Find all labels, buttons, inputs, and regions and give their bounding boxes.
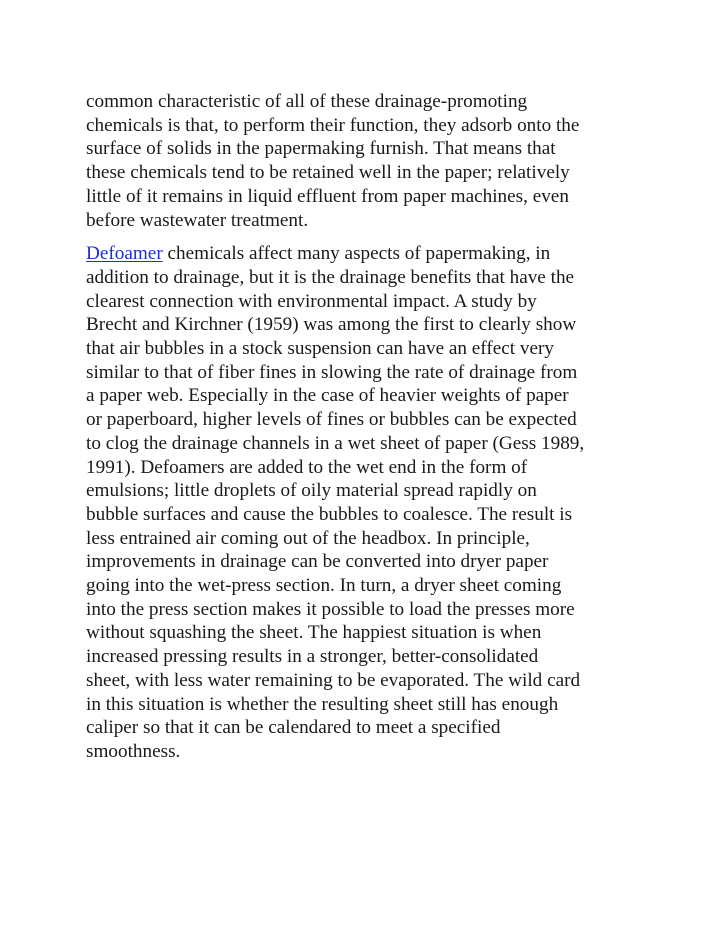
- text-line: improvements in drainage can be converted into dryer paper: [86, 551, 549, 573]
- text-line: sheet, with less water remaining to be evaporated. The wild card: [86, 669, 581, 691]
- text-line: [86, 242, 646, 266]
- text-line: less entrained air coming out of the headbox. In principle,: [86, 527, 530, 549]
- text-line: these chemicals tend to be retained well in the paper; relatively: [86, 162, 570, 184]
- text-line: common characteristic of all of these drainage-promoting: [86, 91, 528, 112]
- text-line: 1991). Defoamers are added to the wet end in the form of: [86, 456, 528, 478]
- text-line: into the press section makes it possible to load the presses more: [86, 598, 575, 620]
- text-line: or paperboard, higher levels of fines or bubbles can be expected: [86, 409, 577, 431]
- text-line: without squashing the sheet. The happiest situation is when: [86, 622, 542, 644]
- defoamer-link[interactable]: Defoamer: [86, 243, 163, 265]
- text-line: chemicals is that, to perform their function, they adsorb onto the: [86, 114, 580, 136]
- text-line: bubble surfaces and cause the bubbles to coalesce. The result is: [86, 503, 573, 525]
- document-page: [86, 90, 646, 764]
- text-fragment: chemicals affect many aspects of papermaking, in: [162, 243, 551, 265]
- text-line: surface of solids in the papermaking furnish. That means that: [86, 138, 556, 160]
- text-line: that air bubbles in a stock suspension can have an effect very: [86, 338, 554, 360]
- text-line: a paper web. Especially in the case of heavier weights of paper: [86, 385, 569, 407]
- text-line: in this situation is whether the resulting sheet still has enough: [86, 693, 559, 715]
- text-line: to clog the drainage channels in a wet sheet of paper (Gess 1989,: [86, 432, 585, 454]
- paragraph-defoamer: [86, 242, 646, 763]
- text-line: Brecht and Kirchner (1959) was among the first to clearly show: [86, 314, 577, 336]
- text-line: increased pressing results in a stronger, better-consolidated: [86, 646, 539, 668]
- text-line: similar to that of fiber fines in slowing the rate of drainage from: [86, 361, 578, 383]
- text-line: little of it remains in liquid effluent from paper machines, even: [86, 185, 569, 207]
- text-line: smoothness.: [86, 740, 181, 762]
- text-line: clearest connection with environmental impact. A study by: [86, 290, 537, 312]
- text-line: before wastewater treatment.: [86, 209, 309, 231]
- text-line: going into the wet-press section. In turn, a dryer sheet coming: [86, 575, 562, 597]
- paragraph-drainage-chemicals: [86, 90, 646, 232]
- text-line: addition to drainage, but it is the drainage benefits that have the: [86, 266, 575, 288]
- text-line: caliper so that it can be calendared to meet a specified: [86, 717, 501, 739]
- text-line: emulsions; little droplets of oily material spread rapidly on: [86, 480, 537, 502]
